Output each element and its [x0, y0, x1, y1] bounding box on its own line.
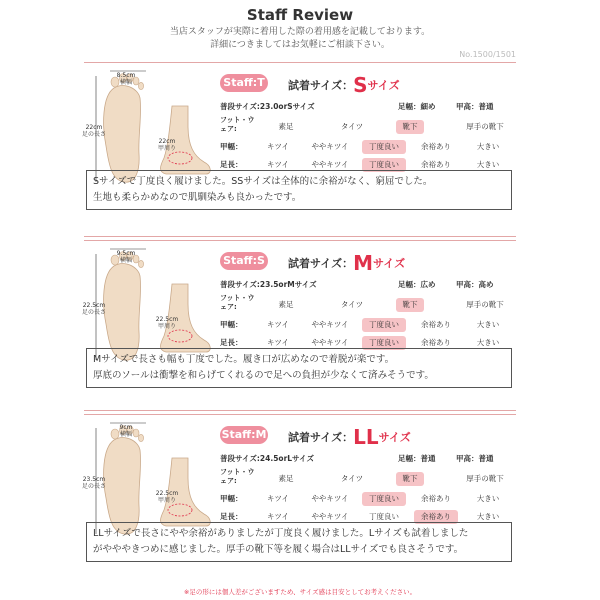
footwear-option: 素足 — [278, 300, 294, 309]
staff-badge: Staff:T — [220, 74, 268, 92]
footwear-label: フット・ウェア: — [220, 116, 255, 133]
footwear-option: 厚手の靴下 — [466, 474, 504, 483]
footwear-label: フット・ウェア: — [220, 294, 255, 311]
usual-size-row — [220, 100, 512, 114]
staff-badge: Staff:S — [220, 252, 268, 270]
foot-length-dim: 23.5cm 足の長さ — [81, 476, 106, 490]
width-fit-row — [220, 140, 512, 154]
fit-option: ややキツイ — [311, 142, 349, 151]
footwear-option: タイツ — [340, 122, 364, 131]
fit-option: ややキツイ — [311, 512, 349, 521]
foot-width-dim: 9cm 横幅 — [119, 424, 133, 438]
footwear-option: 素足 — [278, 474, 294, 483]
fit-option: キツイ — [266, 338, 290, 347]
fit-option: キツイ — [266, 512, 290, 521]
instep-value: 甲高：普通 — [456, 454, 494, 463]
footwear-option: 靴下 — [396, 120, 424, 134]
fit-option: 大きい — [476, 320, 500, 329]
width-label: 甲幅： — [220, 320, 243, 329]
foot-width-value: 足幅：普通 — [398, 454, 436, 463]
fit-option: ややキツイ — [311, 160, 349, 169]
fit-option: 余裕あり — [421, 160, 451, 169]
foot-width-dim: 9.5cm 横幅 — [116, 250, 136, 264]
usual-size: 普段サイズ:23.0orSサイズ — [220, 102, 315, 111]
footwear-option: 厚手の靴下 — [466, 122, 504, 131]
footwear-option: タイツ — [340, 474, 364, 483]
length-label: 足長： — [220, 160, 243, 169]
fit-option: キツイ — [266, 160, 290, 169]
fit-option: 余裕あり — [414, 510, 458, 524]
staff-review-section — [81, 244, 516, 419]
staff-badge: Staff:M — [220, 426, 268, 444]
staff-review-section — [81, 418, 516, 593]
fit-option: 丁度良い — [362, 492, 406, 506]
footwear-option: 厚手の靴下 — [466, 300, 504, 309]
fit-option: 大きい — [476, 338, 500, 347]
review-comment: Sサイズで丁度良く履けました。SSサイズは全体的に余裕がなく、窮屈でした。 生地も柔らかめなので肌馴染みも良かったです。 — [86, 170, 512, 210]
trial-size: 試着サイズ：LLサイズ — [288, 425, 411, 449]
footwear-row — [220, 294, 512, 314]
item-number: No.1500/1501 — [459, 50, 516, 59]
fit-option: ややキツイ — [311, 494, 349, 503]
width-label: 甲幅： — [220, 142, 243, 151]
instep-value: 甲高：普通 — [456, 102, 494, 111]
trial-size: 試着サイズ：Sサイズ — [288, 73, 400, 97]
footwear-label: フット・ウェア: — [220, 468, 255, 485]
divider — [84, 62, 516, 63]
instep-dim: 22.5cm 甲周り — [155, 316, 179, 330]
instep-value: 甲高：高め — [456, 280, 494, 289]
fit-option: キツイ — [266, 494, 290, 503]
foot-length-dim: 22cm 足の長さ — [81, 124, 106, 138]
footwear-row — [220, 468, 512, 488]
fit-option: キツイ — [266, 320, 290, 329]
intro-line-1: 当店スタッフが実際に着用した際の着用感を記載しております。 — [169, 27, 431, 37]
foot-length-dim: 22.5cm 足の長さ — [81, 302, 106, 316]
trial-size: 試着サイズ：Mサイズ — [288, 251, 406, 275]
fit-option: キツイ — [266, 142, 290, 151]
fit-option: 大きい — [476, 142, 500, 151]
fit-option: 大きい — [476, 512, 500, 521]
foot-width-dim: 8.5cm 横幅 — [116, 72, 136, 86]
review-comment: LLサイズで長さにやや余裕がありましたが丁度良く履けました。Lサイズも試着しました がやややきつめに感じました。厚手の靴下等を履く場合はLLサイズでも良さそうです。 — [86, 522, 512, 562]
intro-line-2: 詳細につきましてはお気軽にご相談下さい。 — [210, 40, 390, 50]
review-comment: Mサイズで長さも幅も丁度でした。履き口が広めなので着脱が楽です。 厚底のソールは衝撃を和らげてくれるので足への負担が少なくて済みそうです。 — [86, 348, 512, 388]
footwear-option: 靴下 — [396, 472, 424, 486]
fit-option: 丁度良い — [362, 336, 406, 350]
width-label: 甲幅： — [220, 494, 243, 503]
length-label: 足長： — [220, 338, 243, 347]
fit-option: ややキツイ — [311, 338, 349, 347]
usual-size: 普段サイズ:23.5orMサイズ — [220, 280, 317, 289]
footwear-row — [220, 116, 512, 136]
fit-option: ややキツイ — [311, 320, 349, 329]
fit-option: 余裕あり — [421, 320, 451, 329]
footwear-option: 靴下 — [396, 298, 424, 312]
usual-size-row — [220, 452, 512, 466]
fit-option: 丁度良い — [362, 318, 406, 332]
footnote: ※足の形には個人差がございますため、サイズ感は目安としてお考えください。 — [183, 588, 417, 596]
width-fit-row — [220, 492, 512, 506]
foot-width-value: 足幅：広め — [398, 280, 436, 289]
usual-size: 普段サイズ:24.5orLサイズ — [220, 454, 314, 463]
foot-width-value: 足幅：細め — [398, 102, 436, 111]
instep-dim: 22cm 甲周り — [157, 138, 176, 152]
fit-option: 大きい — [476, 160, 500, 169]
fit-option: 余裕あり — [421, 142, 451, 151]
footwear-option: 素足 — [278, 122, 294, 131]
footwear-option: タイツ — [340, 300, 364, 309]
instep-dim: 22.5cm 甲周り — [155, 490, 179, 504]
fit-option: 丁度良い — [369, 512, 399, 521]
fit-option: 大きい — [476, 494, 500, 503]
length-label: 足長： — [220, 512, 243, 521]
fit-option: 丁度良い — [362, 140, 406, 154]
page-title: Staff Review — [246, 6, 354, 24]
usual-size-row — [220, 278, 512, 292]
fit-option: 丁度良い — [362, 158, 406, 172]
staff-review-section — [81, 66, 516, 241]
fit-option: 余裕あり — [421, 494, 451, 503]
fit-option: 余裕あり — [421, 338, 451, 347]
width-fit-row — [220, 318, 512, 332]
